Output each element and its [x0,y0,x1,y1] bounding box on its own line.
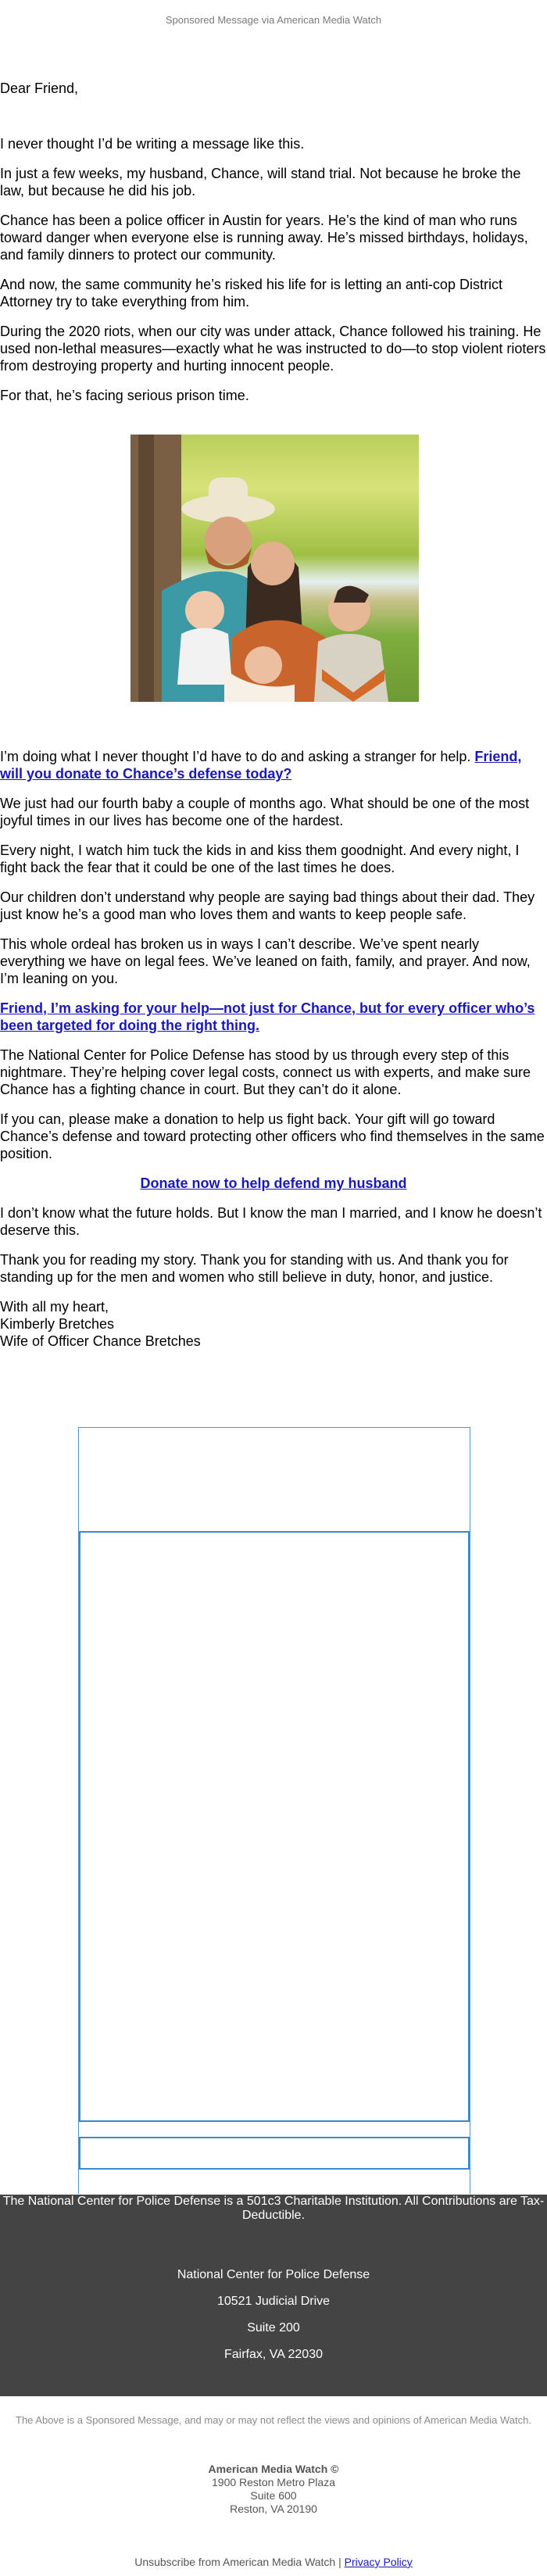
paragraph: And now, the same community he’s risked his life for is letting an anti-cop District Attorney try to take everything from him. [0,277,502,309]
org-name: National Center for Police Defense [177,2268,370,2281]
paragraph: The National Center for Police Defense has stood by us through every step of this nightmare. They’re helping cover legal costs, connect us with experts, and make sure Chance has a fighting chance in court. But they can’t do it alone. [0,1047,531,1097]
paragraph: Chance has been a police officer in Austin for years. He’s the kind of man who runs toward danger when everyone else is running away. He’s missed birthdays, holidays, and family dinners to protect our community. [0,213,528,263]
sponsored-note: Sponsored Message via American Media Watch [165,14,382,26]
paragraph: Thank you for reading my story. Thank you for standing with us. And thank you for standing up for the men and women who still believe in duty, honor, and justice. [0,1252,509,1285]
paragraph: If you can, please make a donation to help us fight back. Your gift will go toward Chance’s defense and toward protecting other officers who find themselves in the same position. [0,1111,545,1161]
donate-paragraph [0,1175,547,1192]
letter-intro [0,135,547,417]
address-line: 1900 Reston Metro Plaza [212,2476,335,2488]
separator: | [335,2556,345,2568]
signer-name: Kimberly Bretches [0,1316,115,1332]
help-link[interactable]: Friend, I’m asking for your help—not just for Chance, but for every officer who’s been targeted for doing the right thing. [0,1000,535,1033]
paragraph: In just a few weeks, my husband, Chance, will stand trial. Not because he broke the law, but because he did his job. [0,166,521,199]
donate-now-link[interactable]: Donate now to help defend my husband [140,1175,407,1191]
paragraph: This whole ordeal has broken us in ways I can’t describe. We’ve spent nearly everything we have on legal fees. We’ve leaned on faith, family, and prayer. And now, I’m leaning on you. [0,936,531,986]
empty-content-frame [78,1427,470,2194]
address-line: Fairfax, VA 22030 [224,2348,323,2361]
privacy-policy-link[interactable]: Privacy Policy [344,2556,413,2568]
ask-text: I’m doing what I never thought I’d have to do and asking a stranger for help. [0,749,475,764]
empty-content-box [79,2137,470,2170]
paragraph: I never thought I’d be writing a message like this. [0,136,305,152]
org-footer [0,2195,547,2396]
publisher-address [0,2463,547,2516]
tax-note: The National Center for Police Defense is a 501c3 Charitable Institution. All Contributions are Tax-Deductible. [2,2195,545,2222]
signoff: With all my heart, [0,1299,109,1315]
paragraph: Every night, I watch him tuck the kids in and kiss them goodnight. And every night, I fight back the fear that it could be one of the last times he does. [0,843,520,875]
family-photo-illustration [130,435,419,702]
address-line: 10521 Judicial Drive [216,2295,331,2308]
paragraph [0,1000,547,1034]
paragraph: Our children don’t understand why people are saying bad things about their dad. They just know he’s a good man who loves them and wants to keep people safe. [0,889,535,922]
address-line: Suite 600 [250,2489,297,2502]
family-photo [130,435,419,702]
letter-body [0,748,547,1350]
org-address [0,2268,547,2362]
paragraph: We just had our fourth baby a couple of months ago. What should be one of the most joyful times in our lives has become one of the hardest. [0,796,530,828]
address-line: Suite 200 [247,2321,300,2334]
empty-content-box [79,1531,470,2122]
sponsor-disclaimer: The Above is a Sponsored Message, and may or may not reflect the views and opinions of American Media Watch. [16,2414,531,2426]
donate-today-link[interactable]: Friend, will you donate to Chance’s defense today? [0,749,522,782]
paragraph: For that, he’s facing serious prison time. [0,388,249,403]
paragraph [0,748,547,782]
unsubscribe-link[interactable]: Unsubscribe from American Media Watch [134,2556,336,2568]
greeting: Dear Friend, [0,80,79,96]
footer-links [0,2556,547,2568]
address-line: Reston, VA 20190 [230,2503,317,2515]
publisher-name: American Media Watch © [208,2463,339,2475]
paragraph: During the 2020 riots, when our city was under attack, Chance followed his training. He used non-lethal measures—exactly what he was instructed to do—to stop violent rioters from destroying property and hurting innocent people. [0,324,546,374]
paragraph: I don’t know what the future holds. But I know the man I married, and I know he doesn’t deserve this. [0,1205,542,1238]
signer-title: Wife of Officer Chance Bretches [0,1333,201,1349]
signature [0,1298,547,1350]
